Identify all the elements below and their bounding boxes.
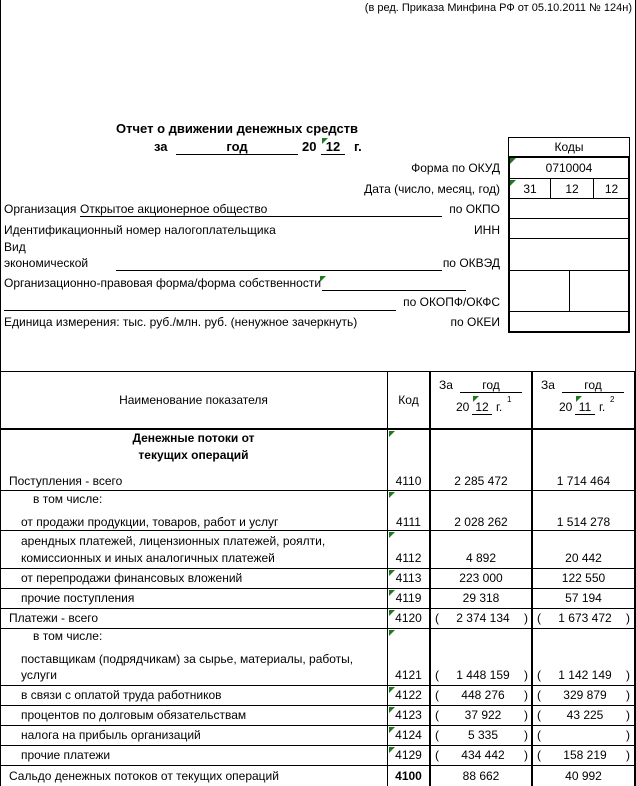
row-4100-cur: 88 662 bbox=[462, 769, 500, 783]
col-cur-note: 1 bbox=[507, 395, 512, 404]
row-4100-code: 4100 bbox=[395, 769, 422, 783]
row-4129-name: прочие платежи bbox=[21, 748, 111, 762]
row-4123-prev: 43 225 bbox=[566, 708, 604, 722]
row-4129-prev-open: ( bbox=[537, 748, 541, 762]
row-4121-cur: 1 448 159 bbox=[456, 668, 510, 682]
row-4122-prev-open: ( bbox=[537, 688, 541, 702]
col-cur-year-prefix: 20 bbox=[456, 400, 470, 414]
inn-label: Идентификационный номер налогоплательщика bbox=[4, 223, 276, 237]
col-prev-year-prefix: 20 bbox=[559, 400, 573, 414]
row-4122-code: 4122 bbox=[395, 688, 422, 702]
row-4124-code: 4124 bbox=[395, 728, 422, 742]
row-4113-name: от перепродажи финансовых вложений bbox=[21, 571, 243, 585]
row-4121-name2: услуги bbox=[21, 668, 57, 682]
cell-marker bbox=[322, 138, 328, 144]
row-4120-prev: 1 673 472 bbox=[558, 611, 612, 625]
col-prev-unit: г. bbox=[599, 400, 606, 414]
row-4113-code: 4113 bbox=[395, 571, 422, 585]
row-4129-code: 4129 bbox=[395, 748, 422, 762]
okopf-label: по ОКОПФ/ОКФС bbox=[403, 295, 500, 309]
row-4112-code: 4112 bbox=[395, 551, 422, 565]
row-4100-name: Сальдо денежных потоков от текущих операций bbox=[9, 769, 279, 783]
units-label: Единица измерения: тыс. руб./млн. руб. (ненужное зачеркнуть) bbox=[4, 315, 358, 329]
row-4124-cur-close: ) bbox=[524, 728, 528, 742]
row-4122-cur-close: ) bbox=[524, 688, 528, 702]
date-month: 12 bbox=[565, 182, 579, 196]
row-4121-prev: 1 142 149 bbox=[558, 668, 612, 682]
row-4111-prev: 1 514 278 bbox=[556, 515, 611, 529]
okved-label: по ОКВЭД bbox=[442, 256, 500, 270]
col-prev-za: За bbox=[541, 378, 555, 392]
row-4110-cur: 2 285 472 bbox=[454, 474, 508, 488]
col-prev-year: 11 bbox=[575, 400, 595, 415]
col-name-header: Наименование показателя bbox=[119, 393, 268, 407]
section-title-1: Денежные потоки от bbox=[132, 431, 255, 445]
okpo-label: по ОКПО bbox=[449, 202, 500, 216]
row-4129-cur-close: ) bbox=[524, 748, 528, 762]
okei-label: по ОКЕИ bbox=[450, 315, 500, 329]
col-prev-period: год bbox=[562, 378, 624, 393]
row-4123-code: 4123 bbox=[395, 708, 422, 722]
row-4123-name: процентов по долговым обязательствам bbox=[21, 708, 247, 722]
row-4124-name: налога на прибыль организаций bbox=[21, 728, 201, 742]
row-4120-cur-close: ) bbox=[524, 611, 528, 625]
row-4124-cur: 5 335 bbox=[467, 728, 499, 742]
date-day: 31 bbox=[523, 182, 537, 196]
row-4113-cur: 223 000 bbox=[459, 571, 503, 585]
year-field: 12 bbox=[321, 139, 345, 155]
row-4123-prev-close: ) bbox=[626, 708, 630, 722]
for-label: за bbox=[154, 139, 168, 154]
row-4110-name: Поступления - всего bbox=[9, 474, 123, 488]
inn-code-label: ИНН bbox=[474, 223, 500, 237]
row-4121-prev-open: ( bbox=[537, 668, 541, 682]
section-title-2: текущих операций bbox=[138, 448, 249, 462]
row-4122-prev-close: ) bbox=[626, 688, 630, 702]
date-label: Дата (число, месяц, год) bbox=[364, 182, 500, 196]
row-4124-prev-close: ) bbox=[626, 728, 630, 742]
period-field: год bbox=[176, 139, 298, 155]
row-4119-name: прочие поступления bbox=[21, 591, 135, 605]
date-year: 12 bbox=[604, 182, 619, 196]
activity-label-1: Вид bbox=[4, 240, 26, 254]
row-4120-prev-open: ( bbox=[537, 611, 541, 625]
report-title: Отчет о движении денежных средств bbox=[116, 121, 359, 136]
year-unit: г. bbox=[354, 139, 362, 154]
row-4100-prev: 40 992 bbox=[565, 769, 602, 783]
row-4111-cur: 2 028 262 bbox=[454, 515, 508, 529]
org-label: Организация bbox=[4, 202, 77, 216]
row-4129-cur: 434 442 bbox=[461, 748, 505, 762]
row-4120-prev-close: ) bbox=[626, 611, 630, 625]
row-4123-cur-close: ) bbox=[524, 708, 528, 722]
row-4110-prev: 1 714 464 bbox=[556, 474, 611, 488]
row-4123-cur: 37 922 bbox=[464, 708, 502, 722]
row-4120-cur: 2 374 134 bbox=[456, 611, 510, 625]
row-4129-prev: 158 219 bbox=[563, 748, 607, 762]
row-4123-cur-open: ( bbox=[435, 708, 439, 722]
col-prev-note: 2 bbox=[610, 395, 615, 404]
edition-note: (в ред. Приказа Минфина РФ от 05.10.2011 № 124н) bbox=[364, 2, 632, 14]
row-4122-cur-open: ( bbox=[435, 688, 439, 702]
row-4122-name: в связи с оплатой труда работников bbox=[21, 688, 222, 702]
col-cur-unit: г. bbox=[496, 400, 503, 414]
col-code-header: Код bbox=[398, 393, 419, 407]
row-4120-code: 4120 bbox=[395, 611, 422, 625]
row-4121-prev-close: ) bbox=[626, 668, 630, 682]
row-4121-cur-close: ) bbox=[524, 668, 528, 682]
codes-header: Коды bbox=[508, 137, 630, 157]
org-value: Открытое акционерное общество bbox=[80, 202, 442, 217]
row-4119-code: 4119 bbox=[395, 591, 422, 605]
row-4119-prev: 57 194 bbox=[565, 591, 602, 605]
row-4112-cur: 4 892 bbox=[465, 551, 497, 565]
row-4111-code: 4111 bbox=[396, 515, 421, 529]
row-4129-cur-open: ( bbox=[435, 748, 439, 762]
row-4124-prev-open: ( bbox=[537, 728, 541, 742]
row-4112-prev: 20 442 bbox=[565, 551, 602, 565]
row-4112-name: арендных платежей, лицензионных платежей, роялти, bbox=[21, 534, 326, 548]
row-4129-prev-close: ) bbox=[626, 748, 630, 762]
activity-label-2: экономической bbox=[4, 256, 89, 270]
row-4112-name2: комиссионных и иных аналогичных платежей bbox=[21, 551, 275, 565]
row-4121-name: поставщикам (подрядчикам) за сырье, материалы, работы, bbox=[21, 652, 354, 666]
activity-line bbox=[116, 270, 442, 271]
row-4123-prev-open: ( bbox=[537, 708, 541, 722]
row-4121-code: 4121 bbox=[395, 668, 422, 682]
row-4120-cur-open: ( bbox=[435, 611, 439, 625]
col-cur-za: За bbox=[439, 378, 453, 392]
row-4113-prev: 122 550 bbox=[561, 571, 606, 585]
row-4111-name: от продажи продукции, товаров, работ и услуг bbox=[21, 515, 279, 529]
year-prefix: 20 bbox=[302, 139, 317, 154]
okud-value: 0710004 bbox=[545, 161, 593, 175]
row-4120-name: Платежи - всего bbox=[9, 611, 99, 625]
row-4121-cur-open: ( bbox=[435, 668, 439, 682]
row-4119-cur: 29 318 bbox=[462, 591, 500, 605]
col-cur-year: 12 bbox=[472, 400, 492, 415]
row-4122-cur: 448 276 bbox=[461, 688, 505, 702]
legal-form-label: Организационно-правовая форма/форма собственности bbox=[4, 276, 322, 290]
col-cur-period: год bbox=[460, 378, 522, 393]
row-4124-cur-open: ( bbox=[435, 728, 439, 742]
row-incl-2: в том числе: bbox=[33, 629, 103, 643]
row-incl-1: в том числе: bbox=[33, 492, 103, 506]
row-4122-prev: 329 879 bbox=[563, 688, 607, 702]
row-4110-code: 4110 bbox=[395, 474, 422, 488]
okud-label: Форма по ОКУД bbox=[411, 161, 500, 175]
